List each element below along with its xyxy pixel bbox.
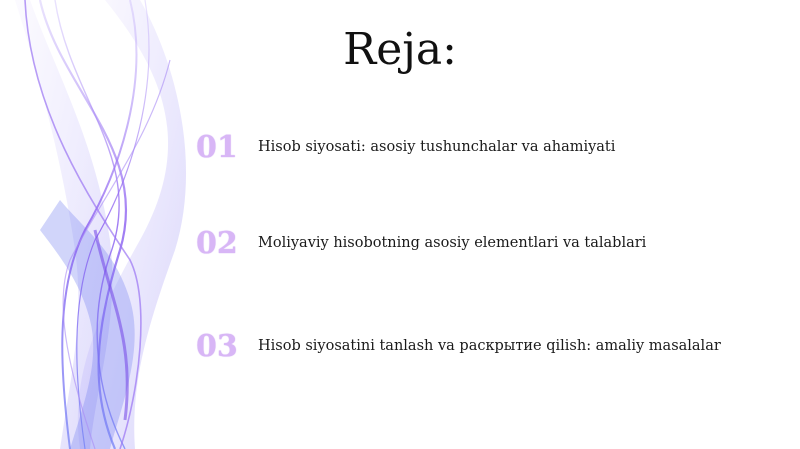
agenda-item <box>196 223 646 263</box>
agenda-item <box>196 326 721 366</box>
decorative-ribbon-icon <box>0 0 200 449</box>
agenda-item-text: Moliyaviy hisobotning asosiy elementlari va talablari <box>258 235 647 251</box>
agenda-item-number: 02 <box>196 225 238 261</box>
agenda-item <box>196 127 615 167</box>
slide-title: Reja: <box>343 24 457 75</box>
agenda-item-number: 03 <box>196 328 238 364</box>
agenda-item-text: Hisob siyosatini tanlash va раскрытие qilish: amaliy masalalar <box>258 338 721 354</box>
agenda-item-text: Hisob siyosati: asosiy tushunchalar va ahamiyati <box>258 139 616 155</box>
agenda-item-number: 01 <box>196 129 238 165</box>
